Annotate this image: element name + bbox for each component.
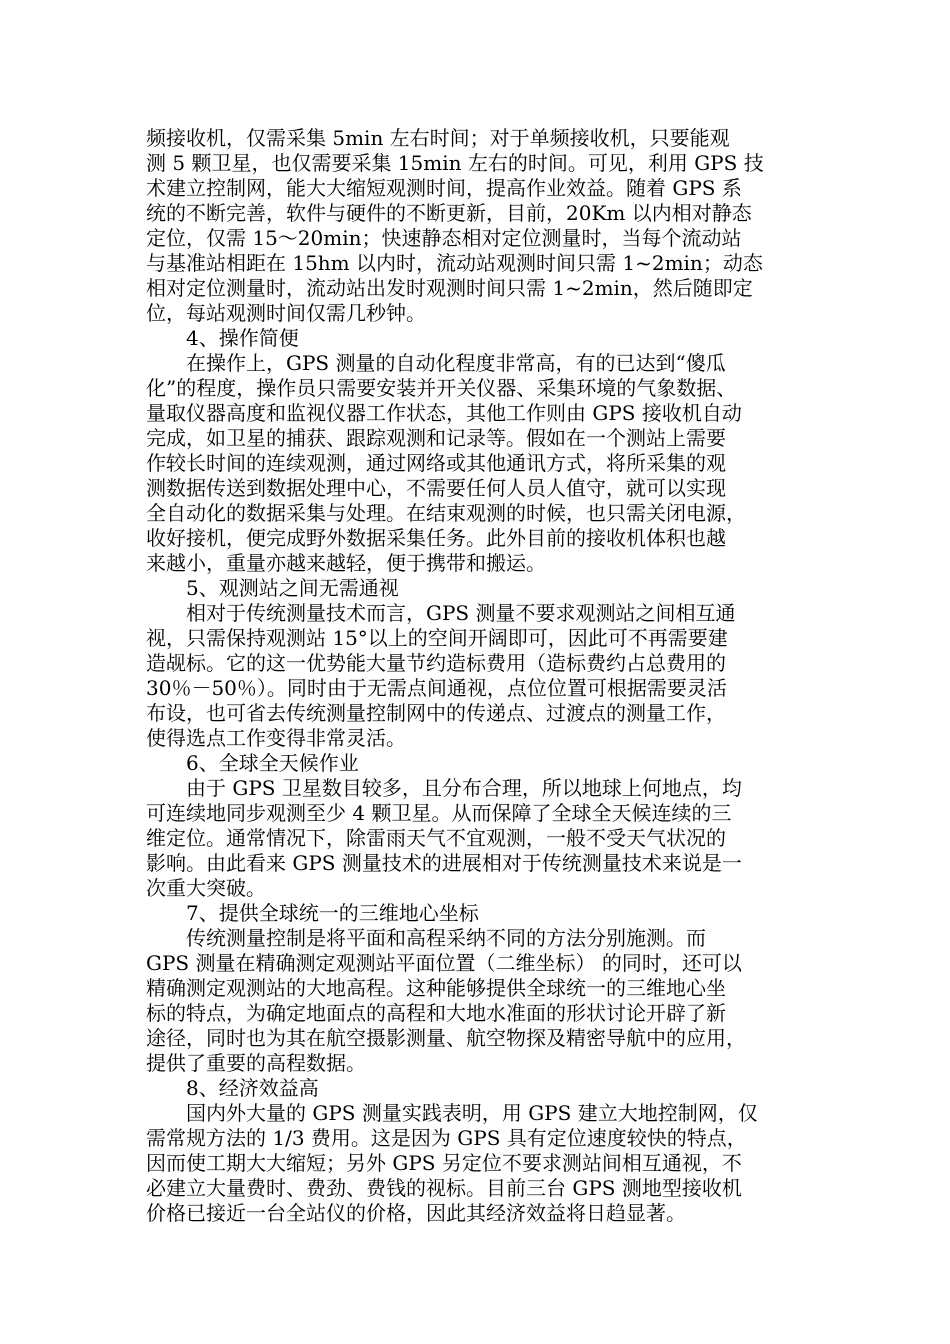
text-line: 测数据传送到数据处理中心，不需要任何人员人值守，就可以实现 <box>146 476 726 500</box>
text-line: 与基准站相距在 15hm 以内时，流动站观测时间只需 1~2min；动态 <box>146 251 763 275</box>
text-line: 视，只需保持观测站 15°以上的空间开阔即可，因此可不再需要建 <box>146 626 728 650</box>
text-line: 提供了重要的高程数据。 <box>146 1051 366 1075</box>
text-line: 术建立控制网，能大大缩短观测时间，提高作业效益。随着 GPS 系 <box>146 176 742 200</box>
text-line: 作较长时间的连续观测，通过网络或其他通讯方式，将所采集的观 <box>146 451 726 475</box>
section-heading: 7、提供全球统一的三维地心坐标 <box>186 901 479 925</box>
section-heading: 4、操作简便 <box>186 326 299 350</box>
text-line: 影响。由此看来 GPS 测量技术的进展相对于传统测量技术来说是一 <box>146 851 742 875</box>
text-line: 测 5 颗卫星，也仅需要采集 15min 左右的时间。可见，利用 GPS 技 <box>146 151 764 175</box>
text-line: 造觇标。它的这一优势能大量节约造标费用（造标费约占总费用的 <box>146 651 726 675</box>
text-line: 在操作上，GPS 测量的自动化程度非常高，有的已达到“傻瓜 <box>186 351 726 375</box>
text-line: 传统测量控制是将平面和高程采纳不同的方法分别施测。而 <box>186 926 706 950</box>
text-line: 可连续地同步观测至少 4 颗卫星。从而保障了全球全天候连续的三 <box>146 801 732 825</box>
text-line: 30％－50％）。同时由于无需点间通视，点位位置可根据需要灵活 <box>146 676 727 700</box>
text-line: 需常规方法的 1/3 费用。这是因为 GPS 具有定位速度较快的特点， <box>146 1126 747 1150</box>
text-line: 途径，同时也为其在航空摄影测量、航空物探及精密导航中的应用， <box>146 1026 746 1050</box>
text-line: 布设，也可省去传统测量控制网中的传递点、过渡点的测量工作， <box>146 701 726 725</box>
text-line: 频接收机，仅需采集 5min 左右时间；对于单频接收机，只要能观 <box>146 126 730 150</box>
text-line: 相对于传统测量技术而言，GPS 测量不要求观测站之间相互通 <box>186 601 736 625</box>
text-line: 因而使工期大大缩短；另外 GPS 另定位不要求测站间相互通视，不 <box>146 1151 742 1175</box>
text-line: 化”的程度，操作员只需要安装并开关仪器、采集环境的气象数据、 <box>146 376 737 400</box>
text-line: 来越小，重量亦越来越轻，便于携带和搬运。 <box>146 551 546 575</box>
text-line: 统的不断完善，软件与硬件的不断更新，目前，20Km 以内相对静态 <box>146 201 752 225</box>
text-line: 维定位。通常情况下，除雷雨天气不宜观测，一般不受天气状况的 <box>146 826 726 850</box>
text-line: 精确测定观测站的大地高程。这种能够提供全球统一的三维地心坐 <box>146 976 726 1000</box>
section-heading: 8、经济效益高 <box>186 1076 319 1100</box>
section-heading: 5、观测站之间无需通视 <box>186 576 399 600</box>
text-line: 收好接机，便完成野外数据采集任务。此外目前的接收机体积也越 <box>146 526 726 550</box>
text-line: 位，每站观测时间仅需几秒钟。 <box>146 301 426 325</box>
text-line: 价格已接近一台全站仪的价格，因此其经济效益将日趋显著。 <box>146 1201 686 1225</box>
section-heading: 6、全球全天候作业 <box>186 751 359 775</box>
text-line: 相对定位测量时，流动站出发时观测时间只需 1~2min，然后随即定 <box>146 276 753 300</box>
text-line: 量取仪器高度和监视仪器工作状态，其他工作则由 GPS 接收机自动 <box>146 401 742 425</box>
text-line: 由于 GPS 卫星数目较多，且分布合理，所以地球上何地点，均 <box>186 776 742 800</box>
text-line: GPS 测量在精确测定观测站平面位置（二维坐标） 的同时，还可以 <box>146 951 742 975</box>
text-line: 使得选点工作变得非常灵活。 <box>146 726 406 750</box>
text-line: 完成，如卫星的捕获、跟踪观测和记录等。假如在一个测站上需要 <box>146 426 726 450</box>
text-line: 次重大突破。 <box>146 876 266 900</box>
text-line: 标的特点，为确定地面点的高程和大地水准面的形状讨论开辟了新 <box>146 1001 726 1025</box>
text-line: 国内外大量的 GPS 测量实践表明，用 GPS 建立大地控制网，仅 <box>186 1101 758 1125</box>
text-line: 定位，仅需 15～20min；快速静态相对定位测量时，当每个流动站 <box>146 226 742 250</box>
text-line: 必建立大量费时、费劲、费钱的视标。目前三台 GPS 测地型接收机 <box>146 1176 742 1200</box>
text-line: 全自动化的数据采集与处理。在结束观测的时候，也只需关闭电源， <box>146 501 746 525</box>
